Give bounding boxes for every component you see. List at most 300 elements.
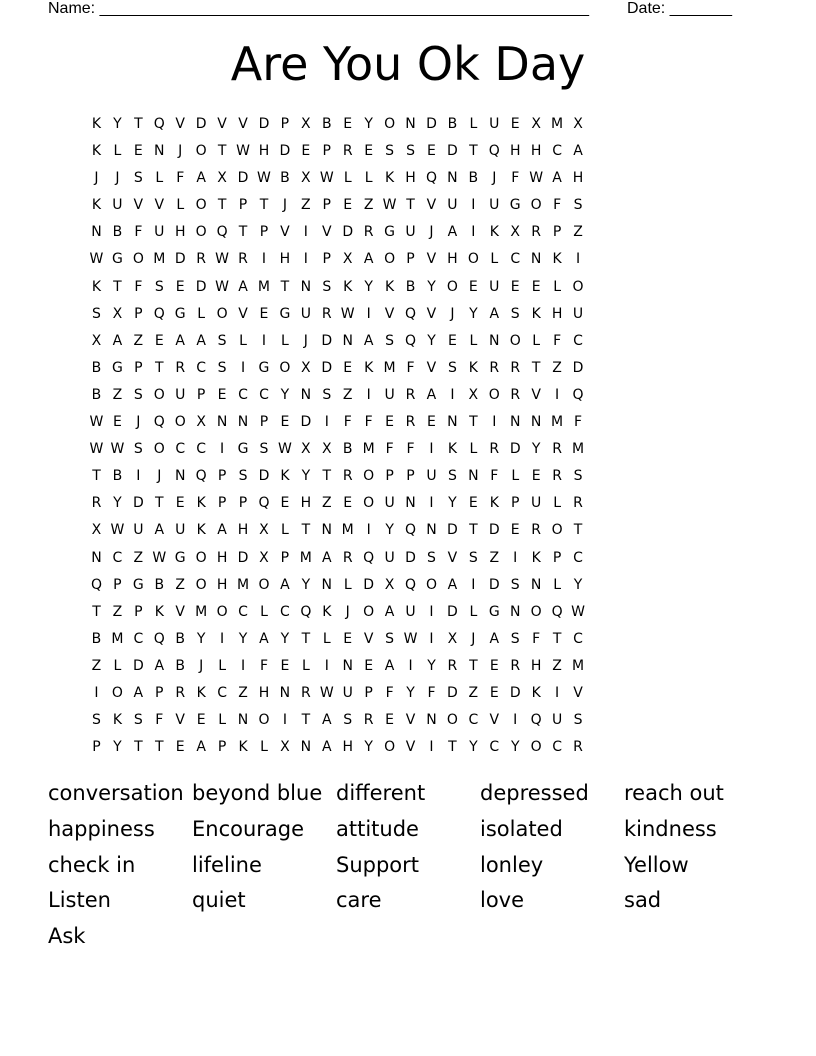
grid-letter: U	[384, 549, 395, 566]
grid-letter: A	[384, 657, 395, 674]
grid-letter: H	[216, 576, 228, 593]
grid-letter: Y	[469, 305, 478, 322]
word-list-item: Support	[336, 852, 420, 877]
grid-letter: F	[176, 170, 185, 187]
grid-letter: Z	[133, 332, 144, 349]
grid-letter: X	[384, 576, 395, 593]
grid-letter: H	[530, 657, 542, 674]
grid-letter: P	[552, 549, 562, 566]
grid-letter: M	[551, 414, 564, 431]
grid-letter: J	[115, 170, 120, 187]
grid-letter: B	[91, 630, 102, 647]
grid-letter: U	[384, 386, 395, 403]
grid-letter: W	[571, 603, 585, 620]
grid-letter: N	[468, 468, 479, 485]
grid-letter: K	[238, 739, 248, 756]
grid-letter: C	[489, 739, 500, 756]
grid-letter: O	[488, 386, 500, 403]
grid-letter: Y	[364, 278, 373, 295]
grid-letter: W	[215, 251, 230, 268]
grid-letter: L	[343, 170, 352, 187]
grid-letter: Y	[113, 116, 122, 132]
grid-letter: Q	[405, 576, 417, 593]
grid-letter: S	[92, 305, 101, 322]
grid-letter: E	[447, 332, 457, 349]
grid-letter: E	[489, 657, 499, 674]
grid-letter: N	[300, 739, 312, 756]
grid-letter: D	[195, 116, 207, 132]
grid-letter: R	[196, 251, 207, 268]
grid-letter: N	[91, 549, 102, 566]
grid-letter: Q	[488, 143, 500, 160]
grid-letter: D	[258, 468, 270, 485]
grid-letter: T	[155, 495, 164, 512]
grid-letter: T	[469, 522, 478, 539]
grid-letter: L	[218, 712, 226, 729]
grid-letter: O	[258, 712, 270, 729]
grid-letter: S	[259, 441, 269, 458]
grid-letter: Q	[195, 468, 207, 485]
date-field-line: Date: _______	[627, 0, 732, 17]
grid-letter: A	[447, 576, 458, 593]
grid-letter: O	[384, 251, 396, 268]
grid-letter: S	[322, 278, 332, 295]
grid-letter: V	[363, 630, 374, 647]
grid-letter: V	[175, 603, 185, 620]
grid-letter: L	[113, 657, 122, 674]
grid-letter: E	[280, 657, 290, 674]
grid-letter: A	[573, 143, 583, 160]
grid-letter: C	[552, 739, 562, 756]
grid-letter: Y	[427, 278, 436, 295]
grid-letter: E	[531, 278, 541, 295]
grid-letter: A	[133, 684, 144, 701]
grid-letter: C	[133, 630, 144, 647]
grid-letter: A	[363, 332, 374, 349]
grid-letter: S	[510, 305, 520, 322]
grid-letter: E	[196, 712, 206, 729]
grid-row	[86, 545, 589, 572]
grid-letter: P	[92, 739, 101, 756]
grid-letter: T	[134, 739, 143, 756]
grid-letter: J	[178, 143, 183, 160]
grid-letter: S	[468, 549, 478, 566]
grid-letter: S	[573, 197, 583, 214]
grid-letter: N	[174, 468, 186, 485]
grid-letter: U	[447, 197, 458, 214]
word-list-item: conversation	[48, 781, 184, 805]
grid-letter: L	[532, 332, 541, 349]
grid-letter: Y	[427, 657, 436, 674]
grid-letter: R	[405, 386, 416, 403]
grid-letter: A	[154, 657, 165, 674]
grid-letter: M	[299, 549, 312, 566]
grid-letter: Z	[552, 359, 562, 376]
grid-letter: U	[405, 603, 416, 620]
grid-letter: Y	[113, 739, 122, 756]
grid-letter: Y	[196, 630, 206, 647]
grid-letter: N	[279, 684, 291, 701]
grid-letter: G	[488, 603, 500, 620]
grid-letter: R	[573, 495, 583, 512]
grid-letter: G	[384, 224, 396, 241]
grid-letter: S	[217, 359, 227, 376]
grid-letter: V	[573, 684, 583, 701]
grid-letter: A	[426, 386, 437, 403]
grid-letter: L	[553, 278, 561, 295]
grid-letter: X	[301, 359, 311, 376]
grid-letter: X	[259, 549, 269, 566]
grid-letter: G	[237, 441, 249, 458]
grid-letter: Y	[238, 630, 248, 647]
word-list	[48, 776, 768, 955]
grid-letter: F	[532, 630, 541, 647]
grid-letter: K	[91, 143, 102, 160]
grid-letter: N	[405, 116, 416, 132]
grid-letter: Z	[468, 684, 479, 701]
grid-letter: N	[530, 576, 542, 593]
word-list-item: different	[336, 781, 426, 805]
grid-letter: G	[111, 359, 123, 376]
grid-letter: S	[92, 712, 101, 729]
grid-letter: D	[195, 278, 207, 295]
grid-letter: P	[322, 197, 331, 214]
grid-letter: N	[426, 712, 437, 729]
grid-letter: D	[405, 549, 416, 566]
grid-letter: O	[195, 197, 207, 214]
grid-letter: Y	[510, 739, 520, 756]
grid-letter: R	[175, 684, 186, 701]
grid-letter: Y	[280, 386, 290, 403]
grid-letter: E	[133, 143, 143, 160]
grid-letter: I	[220, 630, 225, 647]
word-list-item: depressed	[480, 781, 589, 805]
grid-letter: M	[257, 278, 271, 295]
word-list-item: sad	[624, 888, 662, 913]
grid-letter: I	[303, 251, 308, 268]
grid-letter: I	[220, 441, 225, 458]
page-title: Are You Ok Day	[230, 37, 586, 91]
grid-letter: D	[447, 522, 458, 539]
grid-letter: U	[300, 305, 311, 322]
grid-letter: P	[510, 495, 520, 512]
grid-letter: T	[406, 197, 415, 214]
grid-row	[86, 734, 589, 761]
grid-letter: L	[469, 116, 478, 132]
grid-letter: W	[257, 170, 271, 187]
grid-letter: Z	[363, 197, 374, 214]
grid-letter: W	[110, 522, 125, 539]
grid-letter: D	[447, 684, 458, 701]
grid-letter: T	[448, 739, 457, 756]
grid-row	[86, 517, 589, 544]
grid-letter: O	[425, 576, 437, 593]
grid-letter: H	[342, 739, 353, 756]
grid-letter: X	[217, 170, 227, 187]
grid-letter: W	[89, 414, 104, 431]
grid-letter: E	[343, 116, 353, 132]
grid-letter: Z	[573, 224, 583, 241]
grid-letter: I	[261, 251, 267, 268]
grid-letter: H	[174, 224, 186, 241]
grid-letter: X	[510, 224, 521, 241]
grid-letter: U	[175, 386, 186, 403]
grid-row	[86, 246, 589, 273]
grid-letter: Z	[301, 197, 311, 214]
grid-letter: B	[91, 359, 102, 376]
grid-letter: I	[429, 603, 434, 620]
grid-letter: K	[154, 603, 164, 620]
grid-letter: J	[450, 305, 455, 322]
grid-letter: F	[343, 414, 352, 431]
grid-letter: E	[343, 495, 353, 512]
grid-letter: K	[385, 278, 395, 295]
grid-letter: I	[366, 522, 371, 539]
grid-letter: I	[240, 359, 246, 376]
grid-letter: O	[216, 305, 228, 322]
grid-row	[86, 680, 589, 707]
grid-letter: X	[321, 441, 332, 458]
grid-letter: N	[489, 332, 500, 349]
grid-letter: P	[134, 359, 143, 376]
grid-letter: V	[238, 116, 248, 132]
grid-letter: X	[531, 116, 541, 132]
grid-letter: Y	[385, 522, 394, 539]
grid-letter: L	[281, 522, 289, 539]
grid-letter: E	[343, 359, 353, 376]
grid-letter: B	[112, 224, 123, 241]
grid-letter: W	[89, 441, 104, 458]
grid-letter: C	[573, 630, 583, 647]
grid-letter: S	[217, 332, 227, 349]
grid-letter: P	[364, 684, 373, 701]
grid-letter: N	[426, 522, 437, 539]
grid-letter: Y	[531, 441, 541, 458]
grid-letter: W	[319, 170, 334, 187]
grid-letter: O	[279, 359, 291, 376]
grid-letter: D	[363, 576, 375, 593]
grid-letter: W	[110, 441, 125, 458]
grid-letter: G	[111, 251, 123, 268]
grid-letter: D	[447, 603, 458, 620]
grid-letter: F	[553, 197, 562, 214]
grid-letter: L	[490, 251, 499, 268]
grid-letter: C	[280, 603, 290, 620]
grid-letter: I	[555, 684, 560, 701]
grid-letter: I	[555, 386, 560, 403]
grid-letter: Q	[405, 332, 417, 349]
grid-letter: C	[468, 712, 479, 729]
grid-row	[86, 707, 589, 734]
grid-letter: D	[488, 522, 500, 539]
grid-letter: P	[155, 684, 164, 701]
grid-letter: X	[259, 522, 269, 539]
grid-letter: V	[321, 224, 332, 241]
grid-letter: Q	[363, 549, 375, 566]
grid-letter: P	[134, 603, 143, 620]
grid-letter: Z	[91, 657, 102, 674]
grid-row	[86, 192, 589, 219]
grid-letter: L	[469, 332, 478, 349]
grid-letter: D	[426, 116, 437, 132]
grid-letter: X	[447, 630, 458, 647]
grid-letter: D	[174, 251, 186, 268]
grid-letter: O	[551, 522, 563, 539]
grid-letter: D	[279, 143, 291, 160]
grid-letter: T	[573, 522, 583, 539]
grid-letter: E	[112, 414, 122, 431]
grid-letter: T	[134, 116, 143, 132]
grid-letter: O	[195, 224, 207, 241]
grid-letter: H	[447, 251, 458, 268]
grid-letter: A	[489, 305, 500, 322]
grid-letter: P	[238, 197, 248, 214]
grid-letter: O	[446, 278, 458, 295]
grid-letter: W	[215, 278, 230, 295]
grid-letter: C	[196, 359, 207, 376]
grid-letter: G	[174, 549, 186, 566]
grid-letter: B	[468, 170, 479, 187]
grid-letter: H	[551, 305, 563, 322]
grid-letter: O	[111, 684, 123, 701]
grid-letter: W	[152, 549, 167, 566]
grid-letter: U	[531, 495, 542, 512]
grid-letter: N	[342, 657, 353, 674]
grid-letter: Q	[405, 522, 417, 539]
grid-letter: T	[301, 712, 311, 729]
grid-letter: U	[112, 197, 123, 214]
grid-letter: N	[509, 603, 521, 620]
grid-letter: R	[405, 414, 416, 431]
grid-letter: M	[362, 441, 375, 458]
grid-letter: M	[341, 522, 354, 539]
grid-letter: Y	[469, 739, 478, 756]
grid-letter: C	[573, 549, 583, 566]
grid-letter: U	[426, 468, 437, 485]
grid-letter: U	[489, 278, 500, 295]
grid-letter: T	[155, 739, 164, 756]
grid-letter: S	[154, 278, 164, 295]
grid-letter: J	[94, 170, 99, 187]
grid-letter: E	[510, 522, 520, 539]
grid-letter: W	[277, 441, 292, 458]
word-list-item: Listen	[48, 888, 111, 913]
grid-letter: X	[280, 739, 290, 756]
grid-letter: I	[429, 495, 434, 512]
grid-letter: K	[489, 495, 499, 512]
grid-letter: F	[259, 657, 268, 674]
grid-letter: M	[195, 603, 208, 620]
word-list-item: lifeline	[192, 852, 262, 877]
grid-row	[86, 572, 589, 599]
grid-letter: Y	[427, 332, 436, 349]
grid-letter: P	[322, 143, 331, 160]
grid-letter: C	[112, 549, 123, 566]
grid-letter: R	[573, 739, 583, 756]
grid-letter: L	[176, 197, 185, 214]
grid-letter: W	[236, 143, 250, 160]
grid-letter: O	[195, 576, 207, 593]
grid-letter: D	[321, 332, 333, 349]
grid-letter: R	[447, 657, 458, 674]
grid-letter: E	[510, 116, 520, 132]
grid-letter: D	[321, 359, 333, 376]
grid-letter: Z	[175, 576, 186, 593]
grid-letter: J	[136, 414, 141, 431]
grid-letter: A	[363, 251, 374, 268]
grid-letter: B	[342, 441, 353, 458]
grid-letter: F	[574, 414, 583, 431]
grid-letter: A	[321, 549, 332, 566]
grid-letter: Y	[406, 684, 415, 701]
grid-letter: D	[132, 495, 144, 512]
grid-letter: E	[217, 386, 227, 403]
grid-letter: C	[259, 386, 269, 403]
grid-letter: N	[300, 386, 312, 403]
word-list-item: Encourage	[192, 816, 305, 841]
grid-letter: B	[175, 657, 186, 674]
grid-letter: V	[426, 305, 437, 322]
grid-letter: T	[322, 468, 332, 485]
grid-letter: O	[216, 603, 228, 620]
grid-letter: K	[112, 712, 122, 729]
grid-letter: S	[447, 468, 457, 485]
grid-letter: H	[258, 684, 270, 701]
grid-letter: K	[196, 495, 206, 512]
word-list-item: love	[480, 888, 525, 913]
grid-letter: O	[258, 576, 270, 593]
grid-letter: R	[552, 441, 562, 458]
grid-letter: F	[134, 278, 143, 295]
grid-letter: S	[385, 630, 395, 647]
grid-letter: L	[511, 468, 520, 485]
grid-letter: P	[217, 739, 227, 756]
grid-letter: G	[258, 359, 270, 376]
grid-letter: S	[385, 143, 395, 160]
grid-letter: F	[155, 712, 164, 729]
grid-letter: E	[301, 143, 311, 160]
grid-letter: C	[175, 441, 186, 458]
grid-letter: Q	[216, 224, 228, 241]
word-list-item: lonley	[480, 852, 544, 877]
grid-letter: L	[218, 657, 226, 674]
grid-letter: X	[112, 305, 123, 322]
grid-letter: H	[279, 251, 291, 268]
grid-letter: W	[89, 251, 104, 268]
grid-row	[86, 382, 589, 409]
word-list-item: reach out	[624, 781, 724, 805]
grid-letter: X	[196, 414, 206, 431]
grid-letter: D	[342, 224, 354, 241]
grid-letter: M	[383, 359, 396, 376]
grid-letter: L	[155, 170, 164, 187]
grid-letter: P	[406, 468, 415, 485]
grid-letter: R	[321, 305, 332, 322]
grid-letter: R	[300, 684, 311, 701]
grid-letter: P	[552, 224, 562, 241]
grid-letter: Q	[405, 305, 417, 322]
grid-letter: R	[342, 468, 353, 485]
grid-letter: P	[280, 549, 290, 566]
grid-letter: J	[345, 603, 350, 620]
grid-letter: I	[429, 441, 434, 458]
grid-letter: L	[553, 576, 561, 593]
grid-letter: P	[134, 305, 143, 322]
grid-letter: V	[405, 712, 416, 729]
grid-letter: X	[573, 116, 583, 132]
grid-letter: F	[406, 441, 415, 458]
grid-letter: R	[489, 441, 500, 458]
